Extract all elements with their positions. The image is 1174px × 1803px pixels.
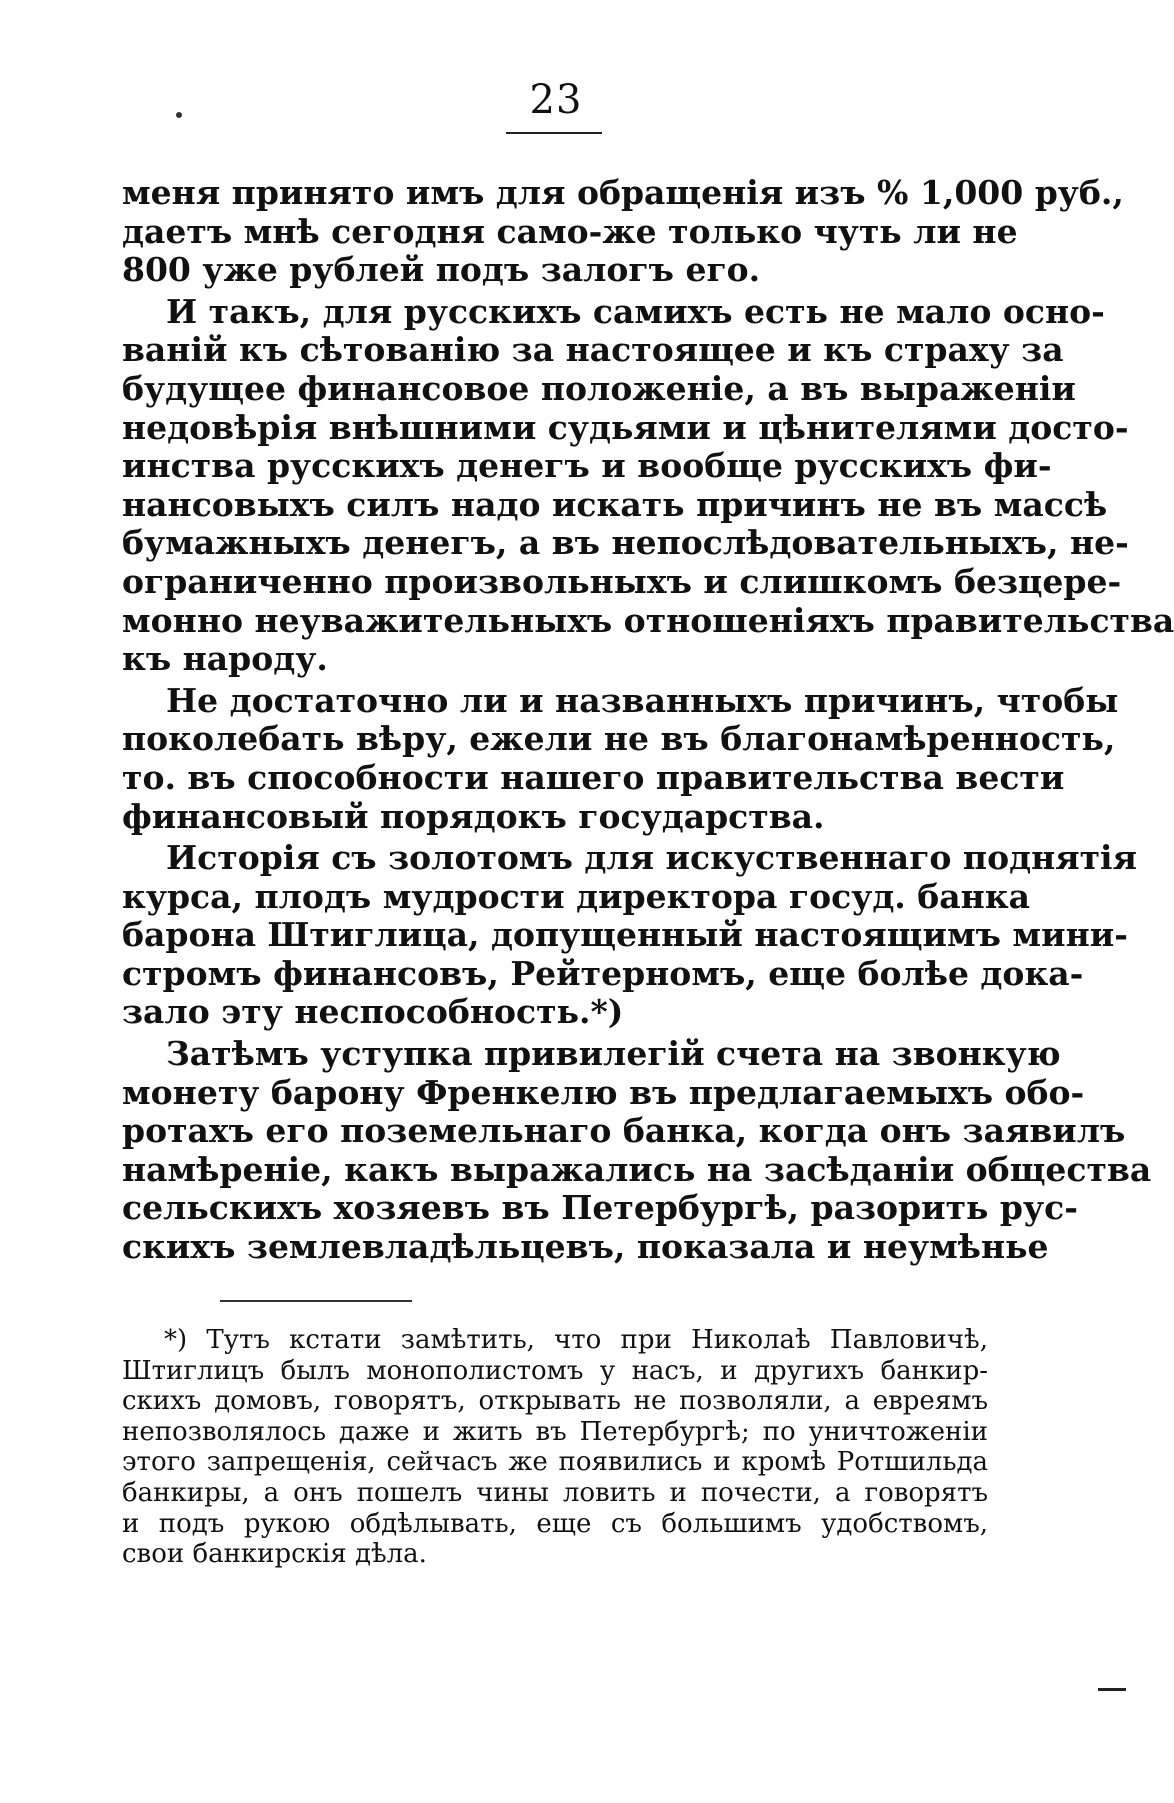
footnote-line: и подъ рукою обдѣлывать, еще съ большимъ удобствомъ, <box>122 1508 988 1539</box>
body-line: недовѣрія внѣшними судьями и цѣнителями досто- <box>122 407 1129 447</box>
body-line: Затѣмъ уступка привилегій счета на звонкую <box>166 1034 1061 1074</box>
body-line: Не достаточно ли и названныхъ причинъ, чтобы <box>166 680 1119 720</box>
body-line: финансовый порядокъ государства. <box>122 796 825 836</box>
body-line: монно неуважительныхъ отношеніяхъ правительства <box>122 600 1174 640</box>
body-line: 800 уже рублей подъ залогъ его. <box>122 250 761 290</box>
footnote-line: банкиры, а онъ пошелъ чины ловить и почести, а говорятъ <box>122 1477 988 1508</box>
body-line: Исторія съ золотомъ для искуственнаго поднятія <box>166 838 1137 878</box>
body-line: меня принято имъ для обращенія изъ % 1,000 руб., <box>122 173 1124 212</box>
body-line: инства русскихъ денегъ и вообще русскихъ фи- <box>122 446 1052 486</box>
footnote-line: Штиглицъ былъ монополистомъ у насъ, и другихъ банкир- <box>122 1355 988 1386</box>
footnote-rule <box>220 1300 412 1302</box>
body-line: ограниченно произвольныхъ и слишкомъ безцере- <box>122 561 1122 601</box>
edge-mark <box>1098 1688 1126 1691</box>
body-line: намѣреніе, какъ выражались на засѣданіи общества <box>122 1149 1152 1189</box>
body-line: къ народу. <box>122 639 328 679</box>
body-line: поколебать вѣру, ежели не въ благонамѣренность, <box>122 719 1116 759</box>
footnote-line: свои банкирскія дѣла. <box>122 1539 427 1570</box>
body-line: нансовыхъ силъ надо искать причинъ не въ массѣ <box>122 484 1108 524</box>
body-line: монету барону Френкелю въ предлагаемыхъ обо- <box>122 1072 1085 1112</box>
body-line: барона Штиглица, допущенный настоящимъ мини- <box>122 915 1128 955</box>
page-number: 23 <box>529 77 583 123</box>
body-line: сельскихъ хозяевъ въ Петербургѣ, разорить рус- <box>122 1188 1078 1228</box>
ink-speck <box>176 112 182 118</box>
footnote-line: этого запрещенія, сейчасъ же появились и кромѣ Ротшильда <box>122 1447 988 1478</box>
footnote-line: скихъ домовъ, говорятъ, открывать не позволяли, а евреямъ <box>122 1386 988 1417</box>
footnote-line: непозволялось даже и жить въ Петербургѣ; по уничтоженіи <box>122 1416 988 1447</box>
footnote <box>122 1325 988 1570</box>
body-line: бумажныхъ денегъ, а въ непослѣдовательныхъ, не- <box>122 523 1129 563</box>
body-line: И такъ, для русскихъ самихъ есть не мало осно- <box>166 291 1105 331</box>
body-line: даетъ мнѣ сегодня само-же только чуть ли не <box>122 211 1018 251</box>
footnote-line: *) Тутъ кстати замѣтить, что при Николаѣ Павловичѣ, <box>164 1325 988 1355</box>
body-text <box>122 173 1174 1267</box>
body-line: ротахъ его поземельнаго банка, когда онъ заявилъ <box>122 1111 1126 1151</box>
body-line: зало эту неспособность.*) <box>122 992 624 1032</box>
body-line: скихъ землевладѣльцевъ, показала и неумѣнье <box>122 1227 1049 1267</box>
body-line: то. въ способности нашего правительства вести <box>122 757 1065 797</box>
body-line: будущее финансовое положеніе, а въ выраженіи <box>122 368 1076 408</box>
body-line: курса, плодъ мудрости директора госуд. банка <box>122 876 1031 916</box>
page-number-rule <box>506 132 602 134</box>
body-line: стромъ финансовъ, Рейтерномъ, еще болѣе дока- <box>122 953 1084 993</box>
body-line: ваній къ сѣтованію за настоящее и къ страху за <box>122 330 1064 370</box>
